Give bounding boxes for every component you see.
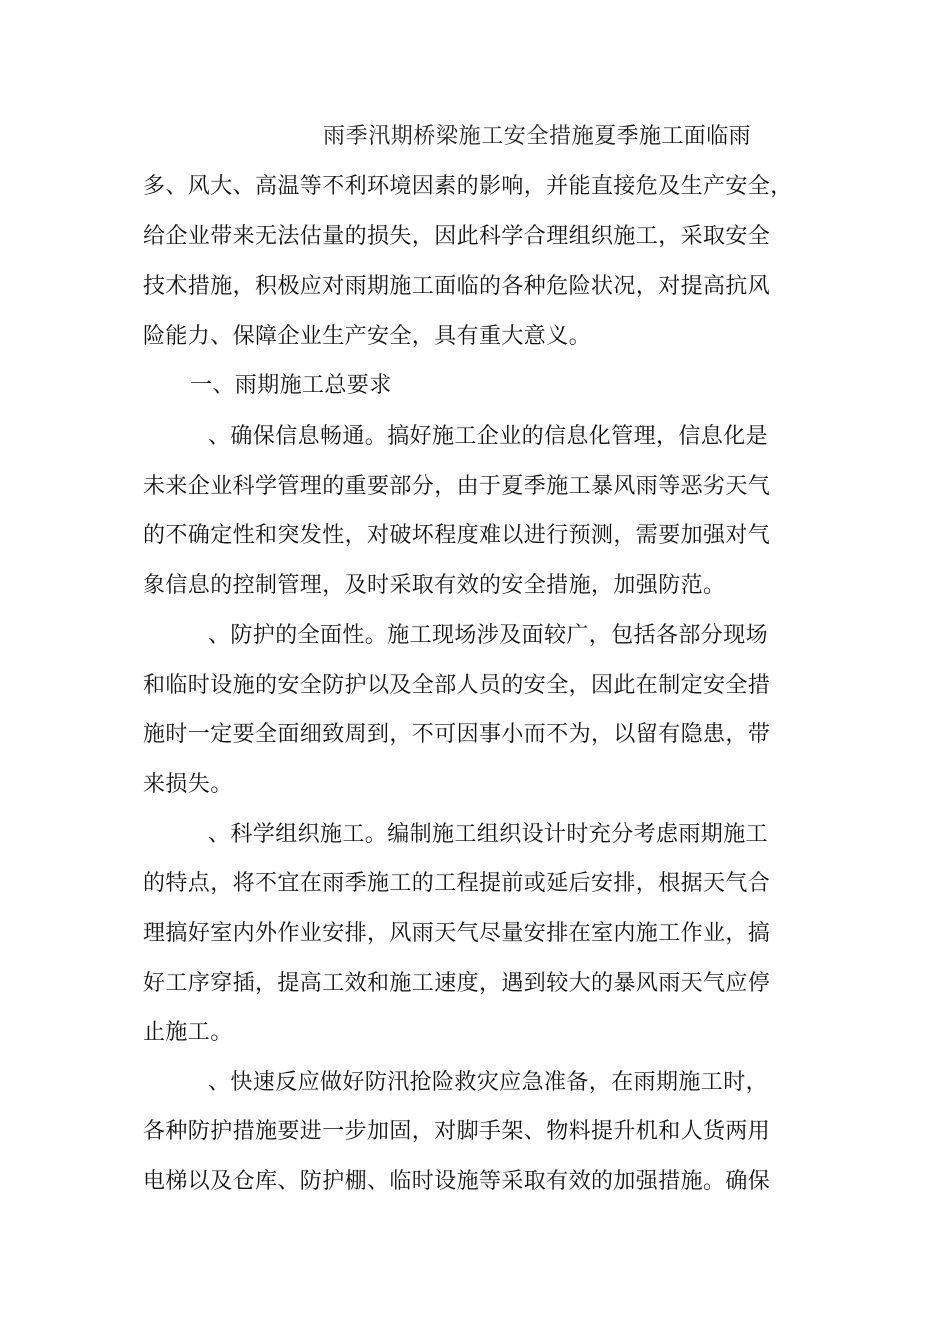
paragraph-line: 险能力、保障企业生产安全，具有重大意义。 (143, 324, 592, 349)
paragraph-line: 施时一定要全面细致周到，不可因事小而不为，以留有隐患，带 (143, 722, 771, 747)
paragraph-line: 、确保信息畅通。搞好施工企业的信息化管理，信息化是 (208, 424, 769, 449)
paragraph-line: 、科学组织施工。编制施工组织设计时充分考虑雨期施工 (208, 822, 769, 847)
paragraph-line: 理搞好室内外作业安排，风雨天气尽量安排在室内施工作业，搞 (143, 921, 771, 946)
paragraph-line: 来损失。 (143, 772, 233, 797)
paragraph-line: 和临时设施的安全防护以及全部人员的安全，因此在制定安全措 (143, 673, 771, 698)
paragraph-line: 各种防护措施要进一步加固，对脚手架、物料提升机和人货两用 (143, 1119, 771, 1144)
paragraph-line: 止施工。 (143, 1020, 233, 1045)
paragraph-line: 技术措施，积极应对雨期施工面临的各种危险状况，对提高抗风 (143, 274, 771, 299)
paragraph-line: 象信息的控制管理，及时采取有效的安全措施，加强防范。 (143, 573, 726, 598)
paragraph-line: 、防护的全面性。施工现场涉及面较广，包括各部分现场 (208, 623, 769, 648)
paragraph-line: 多、风大、高温等不利环境因素的影响，并能直接危及生产安全， (143, 174, 793, 199)
paragraph-line: 未来企业科学管理的重要部分，由于夏季施工暴风雨等恶劣天气 (143, 474, 771, 499)
paragraph-line: 、快速反应做好防汛抢险救灾应急准备，在雨期施工时， (208, 1070, 769, 1095)
document-title: 雨季汛期桥梁施工安全措施 (323, 124, 595, 149)
paragraph-line: 好工序穿插，提高工效和施工速度，遇到较大的暴风雨天气应停 (143, 971, 771, 996)
paragraph-line: 给企业带来无法估量的损失，因此科学合理组织施工，采取安全 (143, 224, 771, 249)
paragraph-line: 电梯以及仓库、防护棚、临时设施等采取有效的加强措施。确保 (143, 1169, 771, 1194)
section-heading: 一、雨期施工总要求 (190, 373, 392, 398)
paragraph-line: 的特点，将不宜在雨季施工的工程提前或延后安排，根据天气合 (143, 871, 771, 896)
paragraph-line: 夏季施工面临雨 (594, 124, 752, 149)
paragraph-line: 的不确定性和突发性，对破坏程度难以进行预测，需要加强对气 (143, 523, 771, 548)
title-line (323, 122, 751, 152)
